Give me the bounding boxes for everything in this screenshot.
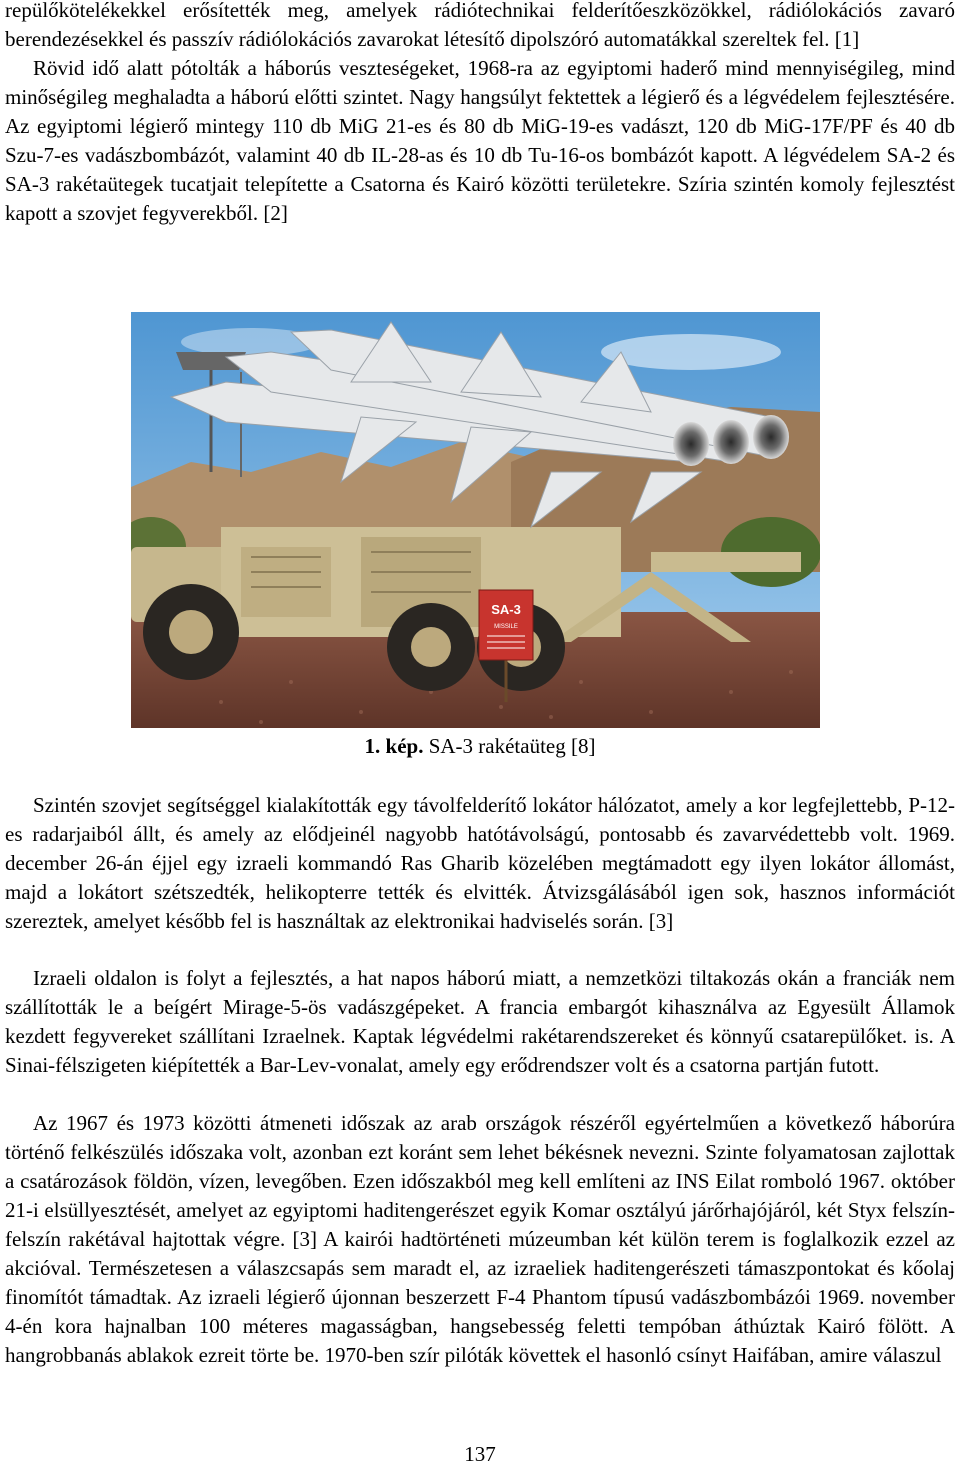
page-number: 137 bbox=[464, 1442, 496, 1466]
sa3-missile-photo bbox=[131, 312, 820, 728]
sign-title: SA-3 bbox=[491, 602, 521, 617]
paragraph-2-text: Rövid idő alatt pótolták a háborús veszteségeket, 1968-ra az egyiptomi haderő mind mennyiségileg, mind minőségileg meghaladta a háború előtti szintet. Nagy hangsúlyt fektettek a légierő és a légvédelem fejlesztésére. Az egyiptomi légierő mintegy 110 db MiG 21-es és 80 db MiG-19-es vadászt, 120 db MiG-17F/PF és 40 db Szu-7-es vadászbombázót, valamint 40 db IL-28-as és 10 db Tu-16-os bombázót kapott. A légvédelem SA-2 és SA-3 rakétaütegek tucatjait telepítette a Csatorna és Kairó közötti területekre. Szíria szintén komoly fejlesztést kapott a szovjet fegyverekből. [2] bbox=[5, 56, 955, 225]
paragraph-1 bbox=[5, 0, 955, 228]
figure-caption bbox=[0, 733, 960, 759]
paragraph-5: Az 1967 és 1973 közötti átmeneti időszak az arab országok részéről egyértelműen a következő háborúra történő felkészülés időszaka volt, azonban ezt koránt sem lehet békésnek nevezni. Szinte folyamatosan zajlottak a csatározások földön, vízen, levegőben. Ezen időszakból meg kell említeni az INS Eilat romboló 1967. október 21-i elsüllyesztését, amelyet az egyiptomi haditengerészet egyik Komar osztályú járőrhajójáról, két Styx felszín-felszín rakétával hajtottak végre. [3] A kairói hadtörténeti múzeumban két külön terem is foglalkozik ezzel az akcióval. Természetesen a válaszcsapás sem maradt el, az izraeliek haditengerészeti támaszpontokat és kőolaj finomítót támadtak. Az izraeli légierő újonnan beszerzett F-4 Phantom típusú vadászbombázói 1969. november 4-én kora hajnalban 100 méteres magasságban, hangsebesség feletti tempóban áthúztak Kairó fölött. A hangrobbanás ablakok ezreit törte be. 1970-ben szír pilóták követtek el hasonló csínyt Haifában, amire válaszul bbox=[5, 1111, 955, 1367]
figure-caption-label: 1. kép. bbox=[364, 734, 424, 758]
figure-caption-text: SA-3 rakétaüteg [8] bbox=[423, 734, 596, 758]
paragraph-3: Szintén szovjet segítséggel kialakították egy távolfelderítő lokátor hálózatot, amely a kor legfejlettebb, P-12-es radarjaiból állt, és amely az elődjeinél nagyobb hatótávolságú, pontosabb és zavarvédettebb volt. 1969. december 26-án éjjel egy izraeli kommandó Ras Gharib közelében megtámadott egy ilyen lokátor állomást, majd a lokátort szétszedték, helikopterre tették és elvitték. Átvizsgálásából igen sok, hasznos információt szereztek, amelyet később fel is használtak az elektronikai hadviselés során. [3] bbox=[5, 793, 955, 933]
paragraph-4: Izraeli oldalon is folyt a fejlesztés, a hat napos háború miatt, a nemzetközi tiltakozás okán a franciák nem szállították le a beígért Mirage-5-ös vadászgépeket. A francia embargót kihasználva az Egyesült Államok kezdett fegyvereket szállítani Izraelnek. Kaptak légvédelmi rakétarendszereket és könnyű csatarepülőket. is. A Sinai-félszigeten kiépítették a Bar-Lev-vonalat, amely egy erődrendszer volt és a csatorna partján futott. bbox=[5, 966, 955, 1077]
paragraph-1-text: repülőkötelékekkel erősítették meg, amelyek rádiótechnikai felderítőeszközökkel, rádiólokációs zavaró berendezésekkel és passzív rádiólokációs zavarokat létesítő dipolszóró automatákkal szereltek fel. [1] bbox=[5, 0, 955, 51]
sign-subtitle: MISSILE bbox=[494, 624, 518, 630]
